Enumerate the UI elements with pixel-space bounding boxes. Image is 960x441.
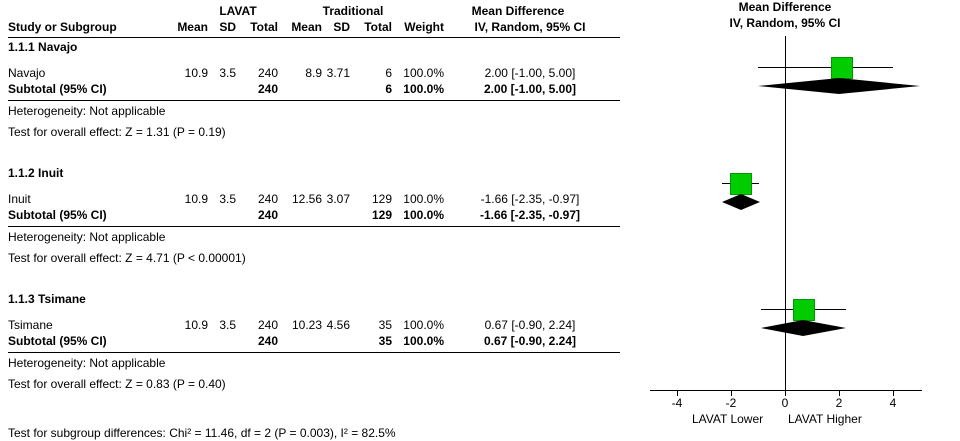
subtotal-trad-total-3: 35 — [378, 334, 392, 348]
x-tick-label-2: 2 — [835, 396, 843, 410]
subtotal-lavat-total-2: 240 — [257, 208, 278, 222]
study-effect: 2.00 [-1.00, 5.00] — [484, 66, 576, 80]
effect-marker-navajo — [831, 57, 853, 79]
study-lavat-sd: 3.5 — [219, 192, 236, 206]
study-trad-total: 35 — [378, 318, 392, 332]
subtotal-lavat-total-3: 240 — [257, 334, 278, 348]
column-group-traditional: Traditional — [322, 4, 384, 18]
summary-diamond-3 — [761, 320, 849, 339]
study-lavat-mean: 10.9 — [184, 318, 208, 332]
study-trad-sd: 4.56 — [326, 318, 350, 332]
subtotal-label-3: Subtotal (95% CI) — [8, 334, 107, 348]
subgroup-rule-1 — [8, 100, 620, 101]
column-header-weight: Weight — [404, 20, 444, 34]
subtotal-label-1: Subtotal (95% CI) — [8, 82, 107, 96]
ci-line-navajo — [758, 67, 893, 68]
column-header-trad-total: Total — [364, 20, 392, 34]
subtotal-effect-1: 2.00 [-1.00, 5.00] — [483, 82, 577, 96]
study-trad-sd: 3.07 — [326, 192, 350, 206]
subgroup-label-1: 1.1.1 Navajo — [8, 40, 78, 54]
plot-header-subtitle: IV, Random, 95% CI — [729, 16, 841, 30]
column-header-study: Study or Subgroup — [8, 20, 117, 34]
summary-diamond-1 — [758, 78, 923, 97]
subgroup-rule-3 — [8, 352, 620, 353]
study-lavat-mean: 10.9 — [184, 66, 208, 80]
heterogeneity-1: Heterogeneity: Not applicable — [8, 104, 166, 118]
header-rule — [8, 37, 620, 38]
subtotal-lavat-total-1: 240 — [257, 82, 278, 96]
study-lavat-total: 240 — [257, 192, 278, 206]
heterogeneity-2: Heterogeneity: Not applicable — [8, 230, 166, 244]
study-trad-sd: 3.71 — [326, 66, 350, 80]
study-trad-mean: 12.56 — [291, 192, 322, 206]
study-lavat-mean: 10.9 — [184, 192, 208, 206]
axis-label-left: LAVAT Lower — [692, 412, 764, 426]
subtotal-effect-3: 0.67 [-0.90, 2.24] — [483, 334, 577, 348]
heterogeneity-3: Heterogeneity: Not applicable — [8, 356, 166, 370]
subtotal-weight-3: 100.0% — [403, 334, 444, 348]
study-weight: 100.0% — [403, 66, 444, 80]
study-name-navajo: Navajo — [8, 66, 46, 80]
subtotal-weight-1: 100.0% — [403, 82, 444, 96]
subtotal-trad-total-2: 129 — [371, 208, 392, 222]
column-group-lavat: LAVAT — [219, 4, 257, 18]
subgroup-label-2: 1.1.2 Inuit — [8, 166, 64, 180]
x-tick-label-4: 4 — [889, 396, 897, 410]
study-trad-total: 129 — [371, 192, 392, 206]
summary-diamond-2 — [722, 194, 762, 213]
column-header-lavat-total: Total — [250, 20, 278, 34]
study-trad-mean: 8.9 — [305, 66, 322, 80]
axis-label-right: LAVAT Higher — [788, 412, 862, 426]
study-effect: 0.67 [-0.90, 2.24] — [484, 318, 576, 332]
column-header-trad-mean: Mean — [291, 20, 322, 34]
column-group-mean-difference: Mean Difference — [471, 4, 565, 18]
subtotal-trad-total-1: 6 — [385, 82, 392, 96]
study-lavat-total: 240 — [257, 66, 278, 80]
study-lavat-total: 240 — [257, 318, 278, 332]
subtotal-weight-2: 100.0% — [403, 208, 444, 222]
column-header-trad-sd: SD — [333, 20, 350, 34]
column-header-lavat-mean: Mean — [177, 20, 208, 34]
study-lavat-sd: 3.5 — [219, 318, 236, 332]
study-effect: -1.66 [-2.35, -0.97] — [480, 192, 580, 206]
study-name-inuit: Inuit — [8, 192, 31, 206]
effect-marker-inuit — [730, 173, 752, 195]
subtotal-effect-2: -1.66 [-2.35, -0.97] — [479, 208, 581, 222]
study-lavat-sd: 3.5 — [219, 66, 236, 80]
overall-effect-3: Test for overall effect: Z = 0.83 (P = 0.40) — [8, 377, 226, 391]
subgroup-rule-2 — [8, 226, 620, 227]
effect-marker-tsimane — [793, 299, 815, 321]
study-trad-total: 6 — [385, 66, 392, 80]
study-weight: 100.0% — [403, 192, 444, 206]
subgroup-differences-test: Test for subgroup differences: Chi² = 11.46, df = 2 (P = 0.003), I² = 82.5% — [8, 426, 396, 440]
x-tick-label--2: -2 — [725, 396, 737, 410]
study-name-tsimane: Tsimane — [8, 318, 53, 332]
subgroup-label-3: 1.1.3 Tsimane — [8, 292, 86, 306]
x-tick-label--4: -4 — [671, 396, 683, 410]
overall-effect-1: Test for overall effect: Z = 1.31 (P = 0.19) — [8, 125, 226, 139]
forest-plot-panel — [630, 0, 960, 441]
column-header-effect: IV, Random, 95% CI — [474, 20, 586, 34]
study-weight: 100.0% — [403, 318, 444, 332]
x-tick-label-0: 0 — [781, 396, 789, 410]
overall-effect-2: Test for overall effect: Z = 4.71 (P < 0.00001) — [8, 251, 246, 265]
subtotal-label-2: Subtotal (95% CI) — [8, 208, 107, 222]
study-trad-mean: 10.23 — [291, 318, 322, 332]
x-axis-line — [650, 390, 922, 391]
plot-header-title: Mean Difference — [738, 0, 832, 14]
column-header-lavat-sd: SD — [219, 20, 236, 34]
